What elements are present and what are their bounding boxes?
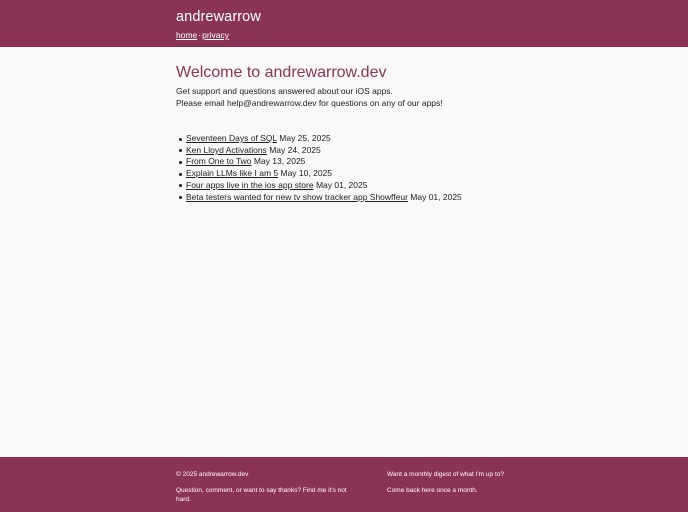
intro-line-support: Get support and questions answered about our iOS apps. <box>176 86 393 96</box>
post-date: May 25, 2025 <box>279 133 331 143</box>
footer-left-column <box>176 470 361 505</box>
post-list <box>176 133 636 203</box>
post-item <box>186 145 636 157</box>
post-link[interactable]: Beta testers wanted for new tv show tracker app Showffeur <box>186 191 408 202</box>
main-content <box>176 63 636 203</box>
nav-home-link[interactable]: home <box>176 30 198 40</box>
post-date: May 01, 2025 <box>410 191 462 202</box>
post-item <box>186 156 636 168</box>
intro-text <box>176 85 636 109</box>
post-link[interactable]: Explain LLMs like I am 5 <box>186 168 279 179</box>
post-item <box>186 192 636 204</box>
post-item <box>186 168 636 180</box>
footer-contact-text: Question, comment, or want to say thanks? Find me it's not hard. <box>176 486 347 503</box>
page-title: Welcome to andrewarrow.dev <box>176 64 387 81</box>
intro-line-email: Please email help@andrewarrow.dev for questions on any of our apps! <box>176 98 443 108</box>
post-date: May 01, 2025 <box>315 179 368 190</box>
post-link[interactable]: Ken Lloyd Activations <box>186 144 267 155</box>
footer-digest-note: Come back here once a month. <box>387 486 478 494</box>
post-date: May 24, 2025 <box>269 144 321 155</box>
site-header <box>0 0 688 47</box>
post-link[interactable]: From One to Two <box>186 156 252 167</box>
post-item <box>186 180 636 192</box>
post-item <box>186 133 636 145</box>
site-footer <box>0 457 688 512</box>
post-date: May 13, 2025 <box>253 156 306 167</box>
footer-digest-question: Want a monthly digest of what I'm up to? <box>387 471 504 478</box>
nav-separator: · <box>198 30 202 40</box>
site-nav <box>176 30 229 40</box>
site-title: andrewarrow <box>176 9 261 25</box>
footer-right-column <box>387 470 587 495</box>
post-link[interactable]: Seventeen Days of SQL <box>186 133 277 143</box>
nav-privacy-link[interactable]: privacy <box>202 30 230 40</box>
post-date: May 10, 2025 <box>280 168 333 179</box>
post-link[interactable]: Four apps live in the ios app store <box>186 179 314 190</box>
footer-copyright: © 2025 andrewarrow.dev <box>176 471 249 478</box>
